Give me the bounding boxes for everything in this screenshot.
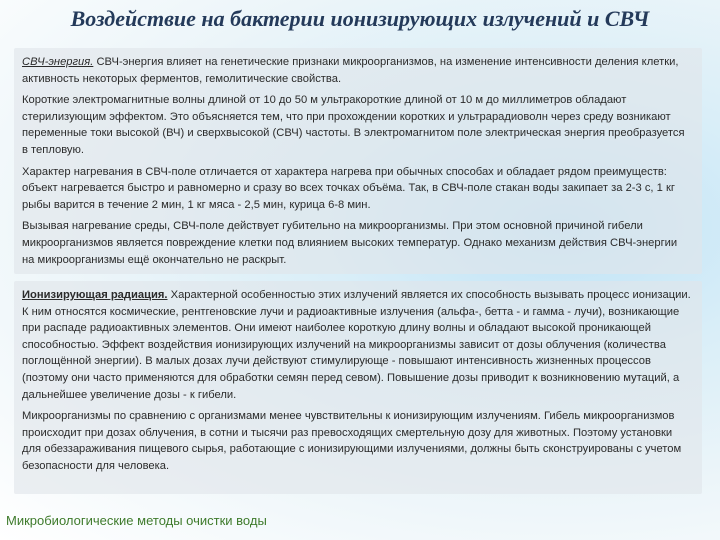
microwave-paragraph-3: Характер нагревания в СВЧ-поле отличается от характера нагрева при обычных способах и обладает рядом преимуществ: объект нагревается быстро и равномерно и сразу во всех точках объёма. Так, в СВЧ-поле стакан воды закипает за 2-3 с, 1 кг рыбы варится в течение 2 мин, 1 кг мяса - 2,5 мин, курица 6-8 мин.: [22, 165, 675, 211]
microwave-paragraph-4: Вызывая нагревание среды, СВЧ-поле действует губительно на микроорганизмы. При этом основной причиной гибели микроорганизмов является повреждение клетки под влиянием высоких температур. Однако механизм действия СВЧ-энергии на микроорганизмы ещё окончательно не раскрыт.: [22, 220, 678, 266]
microwave-paragraph-1: [22, 54, 692, 87]
footer-caption: Микробиологические методы очистки воды: [6, 513, 267, 528]
radiation-paragraph-1: [22, 287, 692, 403]
microwave-term: СВЧ-энергия.: [22, 56, 94, 68]
radiation-term: Ионизирующая радиация.: [22, 289, 168, 301]
radiation-paragraph-1-text: Характерной особенностью этих излучений является их способность вызывать процесс ионизации. К ним относятся космические, рентгеновские лучи и радиоактивные излучения (альфа-, бетта - и гамма - лучи), возникающие при распаде радиоактивных элементов. Они имеют наиболее короткую длину волны и обладают высокой проникающей способностью. Эффект воздействия ионизирующих излучений на микроорганизмы зависит от дозы облучения (количества поглощённой энергии). В малых дозах лучи действуют стимулирующе - повышают интенсивность жизненных процессов (поэтому они часто применяются для обработки семян перед севом). Повышение дозы приводит к возникновению мутаций, а дальнейшее увеличение дозы - к гибели.: [22, 289, 691, 401]
radiation-panel: [14, 281, 702, 494]
slide-title: Воздействие на бактерии ионизирующих излучений и СВЧ: [70, 6, 650, 31]
microwave-paragraph-1-text: СВЧ-энергия влияет на генетические признаки микроорганизмов, на изменение интенсивности деления клетки, активность некоторых ферментов, гемолитические свойства.: [22, 56, 679, 85]
radiation-paragraph-2: Микроорганизмы по сравнению с организмами менее чувствительны к ионизирующим излучениям. Гибель микроорганизмов происходит при дозах облучения, в сотни и тысячи раз превосходящих смертельную дозу для животных. Поэтому установки для обеззараживания пищевого сырья, работающие с ионизирующими излучениями, должны быть сконструированы с учетом безопасности для человека.: [22, 410, 682, 472]
microwave-paragraph-2: Короткие электромагнитные волны длиной от 10 до 50 м ультракороткие длиной от 10 м до миллиметров обладают стерилизующим эффектом. Это объясняется тем, что при прохождении коротких и ультрарадиоволн через среду возникают переменные токи высокой (ВЧ) и сверхвысокой (СВЧ) частоты. В электромагнитом поле электрическая энергия преобразуется в тепловую.: [22, 94, 685, 156]
microwave-panel: [14, 48, 702, 274]
